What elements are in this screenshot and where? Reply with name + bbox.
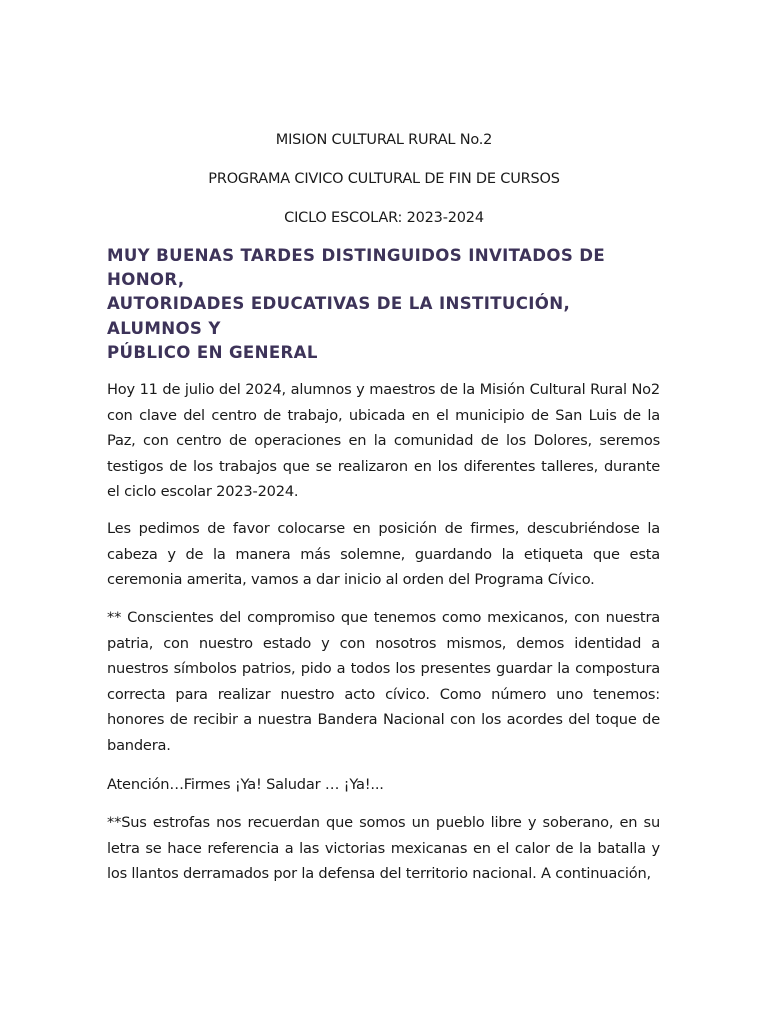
paragraph-honores: ** Conscientes del compromiso que tenemos como mexicanos, con nuestra patria, con nuestro estado y con nosotros mismos, demos identidad a nuestros símbolos patrios, pido a todos los presentes guardar la compostura correcta para realizar nuestro acto cívico. Como número uno tenemos: honores de recibir a nuestra Bandera Nacional con los acordes del toque de bandera. xyxy=(107,609,660,754)
greeting-line: MUY BUENAS TARDES DISTINGUIDOS INVITADOS DE HONOR, xyxy=(107,246,606,290)
paragraph-firmes: Les pedimos de favor colocarse en posición de firmes, descubriéndose la cabeza y de la manera más solemne, guardando la etiqueta que esta ceremonia amerita, vamos a dar inicio al orden del Programa Cívico. xyxy=(107,520,660,589)
school-year: CICLO ESCOLAR: 2023-2024 xyxy=(284,210,484,226)
greeting-heading xyxy=(107,244,667,365)
paragraph-estrofas: **Sus estrofas nos recuerdan que somos un pueblo libre y soberano, en su letra se hace referencia a las victorias mexicanas en el calor de la batalla y los llantos derramados por la defensa del territorio nacional. A continuación, xyxy=(107,814,660,883)
paragraph-intro: Hoy 11 de julio del 2024, alumnos y maestros de la Misión Cultural Rural No2 con clave del centro de trabajo, ubicada en el municipio de San Luis de la Paz, con centro de operaciones en la comunidad de los Dolores, seremos testigos de los trabajos que se realizaron en los diferentes talleres, durante el ciclo escolar 2023-2024. xyxy=(107,381,660,501)
greeting-line: PÚBLICO EN GENERAL xyxy=(107,342,318,362)
greeting-line: AUTORIDADES EDUCATIVAS DE LA INSTITUCIÓN, ALUMNOS Y xyxy=(107,294,571,338)
program-title: PROGRAMA CIVICO CULTURAL DE FIN DE CURSOS xyxy=(208,171,560,187)
document-title: MISION CULTURAL RURAL No.2 xyxy=(275,132,493,148)
paragraph-atencion: Atención…Firmes ¡Ya! Saludar … ¡Ya!... xyxy=(107,776,384,793)
